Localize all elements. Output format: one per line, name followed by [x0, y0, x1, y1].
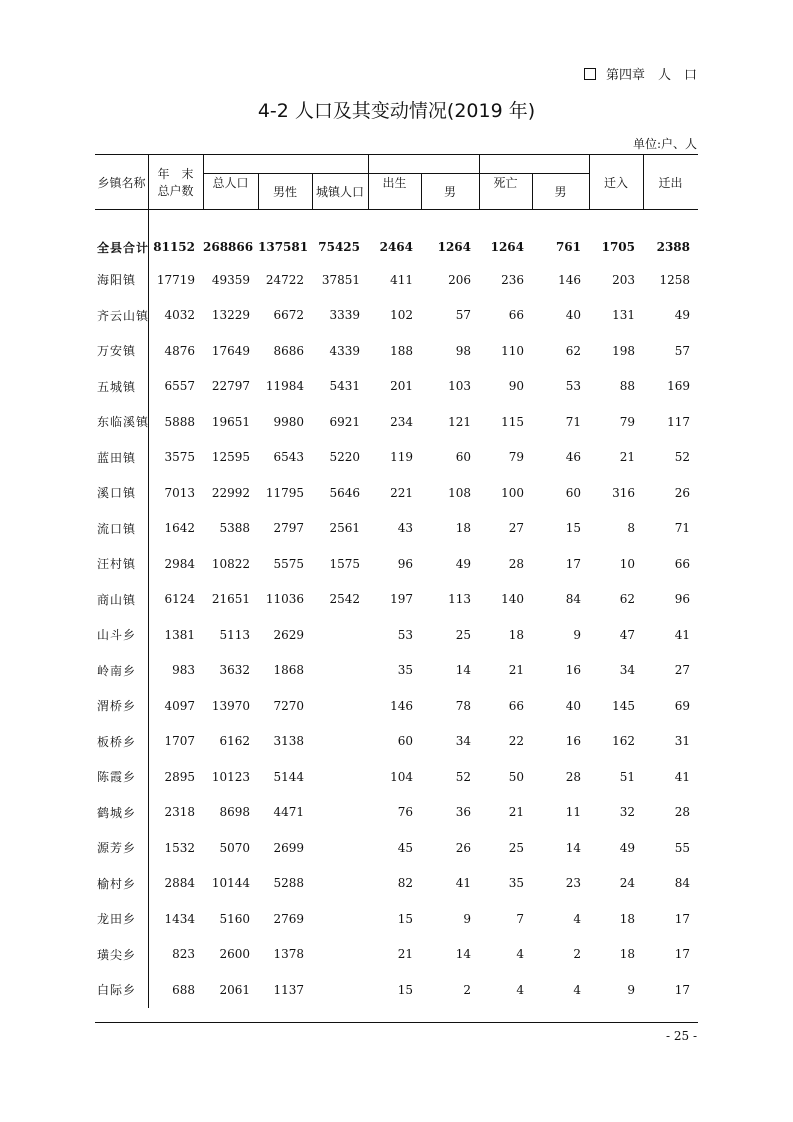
table-cell: 761 — [555, 240, 581, 254]
table-cell: 9980 — [273, 414, 304, 429]
table-cell: 28 — [508, 556, 524, 571]
header-households-line2: 总户数 — [157, 184, 194, 198]
table-cell: 17 — [674, 982, 690, 997]
township-name: 商山镇 — [95, 582, 148, 618]
table-cell: 2561 — [329, 521, 360, 536]
table-cell: 52 — [674, 450, 690, 465]
table-cell: 9 — [463, 911, 471, 926]
table-cell: 49 — [619, 840, 635, 855]
table-cell: 2769 — [273, 911, 304, 926]
table-cell: 6921 — [329, 414, 360, 429]
table-cell: 2797 — [273, 521, 304, 536]
table-row — [95, 866, 698, 902]
table-cell — [312, 688, 368, 724]
table-cell: 102 — [390, 308, 413, 323]
table-cell: 5144 — [273, 769, 304, 784]
township-name: 蓝田镇 — [95, 440, 148, 476]
header-households — [148, 155, 203, 209]
table-cell: 6124 — [164, 592, 195, 607]
table-cell: 7270 — [273, 698, 304, 713]
table-cell: 823 — [172, 947, 195, 962]
table-cell: 98 — [455, 343, 471, 358]
table-cell: 17 — [565, 556, 581, 571]
township-name: 东临溪镇 — [95, 404, 148, 440]
table-cell: 3632 — [219, 663, 250, 678]
table-cell: 1264 — [490, 240, 524, 254]
table-row — [95, 546, 698, 582]
table-cell: 41 — [674, 769, 690, 784]
table-cell: 69 — [674, 698, 690, 713]
township-name: 溪口镇 — [95, 475, 148, 511]
table-cell: 78 — [455, 698, 471, 713]
table-cell: 145 — [612, 698, 635, 713]
table-row — [95, 511, 698, 547]
table-cell: 62 — [565, 343, 581, 358]
table-cell: 1575 — [329, 556, 360, 571]
table-cell: 90 — [508, 379, 524, 394]
table-cell: 140 — [501, 592, 524, 607]
table-cell: 4876 — [164, 343, 195, 358]
header-deaths-male: 男 — [554, 184, 567, 199]
table-cell: 26 — [455, 840, 471, 855]
table-cell: 2699 — [273, 840, 304, 855]
table-cell: 14 — [565, 840, 581, 855]
table-cell: 4097 — [164, 698, 195, 713]
township-name: 万安镇 — [95, 333, 148, 369]
table-cell: 13229 — [211, 308, 250, 323]
table-cell: 162 — [612, 734, 635, 749]
table-cell: 75425 — [318, 240, 360, 254]
header-population — [203, 155, 258, 209]
table-cell: 119 — [390, 450, 413, 465]
table-cell: 113 — [448, 592, 471, 607]
table-cell: 9 — [573, 627, 581, 642]
table-cell: 60 — [397, 734, 413, 749]
table-cell: 1532 — [164, 840, 195, 855]
table-cell: 66 — [508, 308, 524, 323]
table-cell: 46 — [565, 450, 581, 465]
table-cell: 17 — [674, 911, 690, 926]
table-cell: 36 — [455, 805, 471, 820]
table-cell: 6162 — [219, 734, 250, 749]
total-row — [95, 210, 698, 262]
chapter-label: 第四章 人 口 — [605, 68, 697, 83]
township-name: 陈霞乡 — [95, 759, 148, 795]
table-cell — [312, 759, 368, 795]
table-cell: 1434 — [164, 911, 195, 926]
table-cell: 14 — [455, 947, 471, 962]
table-cell: 6543 — [273, 450, 304, 465]
table-cell: 16 — [565, 663, 581, 678]
table-cell: 79 — [508, 450, 524, 465]
table-cell: 84 — [565, 592, 581, 607]
table-cell: 11 — [565, 805, 581, 820]
table-cell: 53 — [565, 379, 581, 394]
township-name: 龙田乡 — [95, 901, 148, 937]
table-cell: 79 — [619, 414, 635, 429]
table-cell: 2318 — [164, 805, 195, 820]
table-cell: 55 — [674, 840, 690, 855]
table-cell — [312, 972, 368, 1008]
table-cell: 5220 — [329, 450, 360, 465]
table-row — [95, 937, 698, 973]
table-cell: 34 — [619, 663, 635, 678]
township-name: 流口镇 — [95, 511, 148, 547]
table-cell: 5070 — [219, 840, 250, 855]
table-cell: 62 — [619, 592, 635, 607]
table-cell: 13970 — [211, 698, 250, 713]
table-cell: 1381 — [164, 627, 195, 642]
table-cell: 2464 — [379, 240, 413, 254]
table-cell: 12595 — [211, 450, 250, 465]
table-cell — [312, 795, 368, 831]
table-cell: 2061 — [219, 982, 250, 997]
table-cell: 14 — [455, 663, 471, 678]
table-cell: 21 — [508, 663, 524, 678]
table-cell: 49359 — [211, 272, 250, 287]
table-cell: 21 — [397, 947, 413, 962]
table-cell: 3339 — [329, 308, 360, 323]
table-cell: 115 — [501, 414, 524, 429]
township-name: 汪村镇 — [95, 546, 148, 582]
table-row — [95, 972, 698, 1008]
table-cell: 18 — [455, 521, 471, 536]
table-cell: 10822 — [211, 556, 250, 571]
header-households-line1: 年 末 — [157, 167, 194, 181]
table-cell: 9 — [627, 982, 635, 997]
table-cell: 3575 — [164, 450, 195, 465]
table-cell: 188 — [390, 343, 413, 358]
table-cell: 5888 — [164, 414, 195, 429]
table-cell: 21 — [508, 805, 524, 820]
table-cell: 5646 — [329, 485, 360, 500]
table-cell: 4339 — [329, 343, 360, 358]
table-cell: 4 — [516, 947, 524, 962]
table-row — [95, 688, 698, 724]
table-cell: 268866 — [203, 240, 254, 254]
table-cell: 57 — [455, 308, 471, 323]
table-cell: 43 — [397, 521, 413, 536]
table-cell: 197 — [390, 592, 413, 607]
table-cell — [312, 866, 368, 902]
table-cell: 11984 — [265, 379, 304, 394]
table-row — [95, 404, 698, 440]
table-cell: 15 — [397, 911, 413, 926]
page-number: - 25 - — [665, 1029, 697, 1043]
table-cell: 45 — [397, 840, 413, 855]
table-cell: 8698 — [219, 805, 250, 820]
township-name: 渭桥乡 — [95, 688, 148, 724]
table-cell: 16 — [565, 734, 581, 749]
table-cell: 104 — [390, 769, 413, 784]
table-cell: 96 — [397, 556, 413, 571]
table-cell: 1642 — [164, 521, 195, 536]
table-cell: 34 — [455, 734, 471, 749]
table-cell — [312, 830, 368, 866]
table-cell: 37851 — [321, 272, 360, 287]
table-row — [95, 759, 698, 795]
header-population-label: 总人口 — [212, 175, 249, 190]
table-row — [95, 617, 698, 653]
table-row — [95, 475, 698, 511]
table-cell: 1868 — [273, 663, 304, 678]
table-cell — [312, 901, 368, 937]
table-cell: 10123 — [211, 769, 250, 784]
table-cell: 15 — [565, 521, 581, 536]
table-cell: 57 — [674, 343, 690, 358]
table-cell: 27 — [674, 663, 690, 678]
table-cell: 8686 — [273, 343, 304, 358]
table-cell: 51 — [619, 769, 635, 784]
table-cell: 1705 — [601, 240, 635, 254]
checkbox-square-icon — [584, 68, 596, 80]
header-divider — [312, 173, 313, 209]
table-cell: 221 — [390, 485, 413, 500]
table-cell: 96 — [674, 592, 690, 607]
township-name: 鹤城乡 — [95, 795, 148, 831]
table-cell: 25 — [455, 627, 471, 642]
table-cell: 234 — [390, 414, 413, 429]
table-cell: 82 — [397, 876, 413, 891]
table-cell: 983 — [172, 663, 195, 678]
table-cell: 131 — [612, 308, 635, 323]
header-divider — [421, 173, 422, 209]
table-cell: 103 — [448, 379, 471, 394]
table-cell: 137581 — [258, 240, 309, 254]
table-cell: 2388 — [656, 240, 690, 254]
header-deaths: 死亡 — [493, 175, 518, 190]
table-cell: 5388 — [219, 521, 250, 536]
table-cell: 24 — [619, 876, 635, 891]
township-name: 白际乡 — [95, 972, 148, 1008]
table-cell: 108 — [448, 485, 471, 500]
table-cell: 100 — [501, 485, 524, 500]
table-cell: 169 — [667, 379, 690, 394]
table-cell: 50 — [508, 769, 524, 784]
table-cell: 17 — [674, 947, 690, 962]
table-cell: 2884 — [164, 876, 195, 891]
township-name: 榆村乡 — [95, 866, 148, 902]
table-cell: 28 — [565, 769, 581, 784]
table-cell: 8 — [627, 521, 635, 536]
table-cell: 41 — [674, 627, 690, 642]
table-cell: 49 — [674, 308, 690, 323]
table-cell: 2 — [573, 947, 581, 962]
table-cell: 17719 — [156, 272, 195, 287]
table-cell: 2895 — [164, 769, 195, 784]
table-cell: 236 — [501, 272, 524, 287]
table-cell: 22 — [508, 734, 524, 749]
table-row — [95, 298, 698, 334]
table-cell: 4032 — [164, 308, 195, 323]
table-cell: 84 — [674, 876, 690, 891]
table-header — [95, 155, 698, 210]
header-male: 男性 — [272, 184, 297, 199]
header-in: 迁入 — [603, 175, 628, 190]
table-cell: 18 — [619, 911, 635, 926]
table-cell: 41 — [455, 876, 471, 891]
table-cell: 21 — [619, 450, 635, 465]
table-cell: 1378 — [273, 947, 304, 962]
table-row — [95, 830, 698, 866]
township-name: 齐云山镇 — [95, 298, 148, 334]
table-body — [95, 210, 699, 1008]
table-cell: 10 — [619, 556, 635, 571]
table-cell: 6557 — [164, 379, 195, 394]
table-cell — [312, 617, 368, 653]
table-cell: 2984 — [164, 556, 195, 571]
table-cell: 117 — [667, 414, 690, 429]
table-cell: 22992 — [211, 485, 250, 500]
table-cell: 53 — [397, 627, 413, 642]
header-name: 乡镇名称 — [97, 175, 146, 190]
table-cell: 11795 — [265, 485, 304, 500]
table-cell: 1137 — [273, 982, 304, 997]
table-cell: 5575 — [273, 556, 304, 571]
table-cell: 60 — [455, 450, 471, 465]
table-cell: 26 — [674, 485, 690, 500]
table-cell: 11036 — [265, 592, 304, 607]
table-cell: 4471 — [273, 805, 304, 820]
table-cell: 71 — [565, 414, 581, 429]
population-table — [95, 154, 698, 1008]
table-cell: 35 — [397, 663, 413, 678]
table-cell: 411 — [390, 272, 413, 287]
table-cell: 66 — [508, 698, 524, 713]
table-cell: 66 — [674, 556, 690, 571]
township-name: 板桥乡 — [95, 724, 148, 760]
table-cell: 201 — [390, 379, 413, 394]
table-row — [95, 369, 698, 405]
table-cell — [312, 653, 368, 689]
table-cell: 206 — [448, 272, 471, 287]
table-cell: 146 — [558, 272, 581, 287]
table-cell: 23 — [565, 876, 581, 891]
table-cell: 40 — [565, 698, 581, 713]
table-cell: 28 — [674, 805, 690, 820]
table-cell: 40 — [565, 308, 581, 323]
township-name: 璜尖乡 — [95, 937, 148, 973]
table-cell: 25 — [508, 840, 524, 855]
table-cell: 688 — [172, 982, 195, 997]
table-cell: 76 — [397, 805, 413, 820]
township-name: 岭南乡 — [95, 653, 148, 689]
table-cell: 24722 — [265, 272, 304, 287]
table-cell: 21651 — [211, 592, 250, 607]
table-row — [95, 333, 698, 369]
table-cell: 3138 — [273, 734, 304, 749]
table-cell: 5288 — [273, 876, 304, 891]
table-cell: 18 — [508, 627, 524, 642]
table-cell: 4 — [573, 982, 581, 997]
table-cell: 35 — [508, 876, 524, 891]
table-cell: 316 — [612, 485, 635, 500]
table-cell: 2542 — [329, 592, 360, 607]
table-cell: 110 — [501, 343, 524, 358]
header-out: 迁出 — [658, 175, 683, 190]
table-cell: 49 — [455, 556, 471, 571]
table-cell: 5431 — [329, 379, 360, 394]
table-cell: 4 — [573, 911, 581, 926]
table-cell: 4 — [516, 982, 524, 997]
table-cell: 7013 — [164, 485, 195, 500]
table-bottom-rule — [95, 1022, 698, 1023]
table-cell: 22797 — [211, 379, 250, 394]
table-cell: 32 — [619, 805, 635, 820]
header-divider — [258, 173, 259, 209]
table-cell: 2629 — [273, 627, 304, 642]
table-cell: 88 — [619, 379, 635, 394]
table-row — [95, 262, 698, 298]
table-cell: 7 — [516, 911, 524, 926]
table-cell — [312, 724, 368, 760]
header-urban: 城镇人口 — [315, 184, 364, 199]
table-row — [95, 582, 698, 618]
table-cell: 2 — [463, 982, 471, 997]
table-cell: 5160 — [219, 911, 250, 926]
table-row — [95, 440, 698, 476]
table-cell: 146 — [390, 698, 413, 713]
table-cell: 1264 — [437, 240, 471, 254]
table-cell: 71 — [674, 521, 690, 536]
table-cell: 1707 — [164, 734, 195, 749]
table-cell: 2600 — [219, 947, 250, 962]
table-cell: 17649 — [211, 343, 250, 358]
table-cell: 31 — [674, 734, 690, 749]
table-cell: 60 — [565, 485, 581, 500]
table-cell: 47 — [619, 627, 635, 642]
table-cell: 81152 — [153, 240, 195, 254]
header-divider — [532, 173, 533, 209]
table-cell: 15 — [397, 982, 413, 997]
table-row — [95, 795, 698, 831]
table-cell: 203 — [612, 272, 635, 287]
table-cell: 52 — [455, 769, 471, 784]
table-cell: 27 — [508, 521, 524, 536]
table-row — [95, 724, 698, 760]
page-title: 4-2 人口及其变动情况(2019 年) — [257, 100, 536, 122]
table-cell: 10144 — [211, 876, 250, 891]
header-births-male: 男 — [443, 184, 456, 199]
table-row — [95, 653, 698, 689]
header-births: 出生 — [382, 175, 407, 190]
table-cell: 121 — [448, 414, 471, 429]
table-cell: 1258 — [659, 272, 690, 287]
township-name: 海阳镇 — [95, 262, 148, 298]
chapter-header — [584, 64, 697, 83]
table-cell: 18 — [619, 947, 635, 962]
township-name: 五城镇 — [95, 369, 148, 405]
table-row — [95, 901, 698, 937]
table-cell: 198 — [612, 343, 635, 358]
table-cell: 5113 — [219, 627, 250, 642]
township-name: 山斗乡 — [95, 617, 148, 653]
township-name: 全县合计 — [95, 210, 148, 262]
table-cell — [312, 937, 368, 973]
table-cell: 6672 — [273, 308, 304, 323]
table-cell: 19651 — [211, 414, 250, 429]
unit-label: 单位:户、人 — [632, 137, 697, 151]
township-name: 源芳乡 — [95, 830, 148, 866]
